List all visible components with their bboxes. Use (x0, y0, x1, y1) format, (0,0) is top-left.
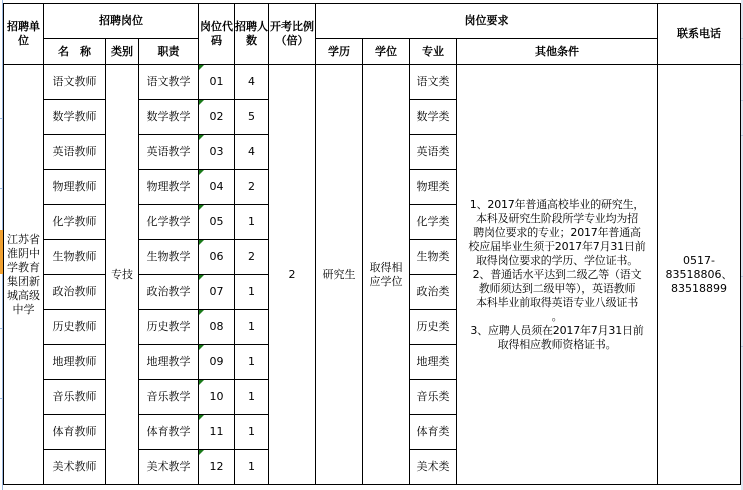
major: 体育类 (410, 415, 457, 450)
header-count: 招聘人数 (235, 4, 269, 65)
duty: 地理教学 (139, 345, 199, 380)
duty: 数学教学 (139, 100, 199, 135)
other-conditions: 1、2017年普通高校毕业的研究生， 本科及研究生阶段所学专业均为招 聘岗位要求的专业；2017年普通高 校应届毕业生须于2017年7月31日前 取得岗位要求的学历、学位证书。 2、普通话水平达到二级乙等（语文 教师须达到二级甲等），英语教师 本科毕业前取得英语专业八级证书 。 3、应聘人员须在2017年7月31日前 取得相应教师资格证书。 (457, 65, 658, 485)
position-name: 数学教师 (44, 100, 106, 135)
headcount: 4 (235, 65, 269, 100)
recruitment-table (3, 3, 741, 485)
major: 历史类 (410, 310, 457, 345)
major: 音乐类 (410, 380, 457, 415)
comment-marker-icon (199, 135, 204, 140)
major: 英语类 (410, 135, 457, 170)
headcount: 5 (235, 100, 269, 135)
degree: 取得相应学位 (363, 65, 410, 485)
headcount: 1 (235, 380, 269, 415)
header-position-group: 招聘岗位 (44, 4, 199, 39)
comment-marker-icon (199, 380, 204, 385)
position-code: 02 (199, 100, 235, 135)
comment-marker-icon (199, 240, 204, 245)
header-major: 专业 (410, 39, 457, 65)
major: 物理类 (410, 170, 457, 205)
duty: 美术教学 (139, 450, 199, 485)
major: 美术类 (410, 450, 457, 485)
education: 研究生 (316, 65, 363, 485)
position-code: 07 (199, 275, 235, 310)
position-code: 03 (199, 135, 235, 170)
comment-marker-icon (199, 275, 204, 280)
category: 专技 (106, 65, 139, 485)
header-code: 岗位代码 (199, 4, 235, 65)
position-name: 体育教师 (44, 415, 106, 450)
position-code: 04 (199, 170, 235, 205)
contact-phone: 0517- 83518806、 83518899 (658, 65, 741, 485)
duty: 英语教学 (139, 135, 199, 170)
header-ratio: 开考比例（倍） (269, 4, 316, 65)
duty: 语文教学 (139, 65, 199, 100)
position-name: 化学教师 (44, 205, 106, 240)
position-name: 美术教师 (44, 450, 106, 485)
comment-marker-icon (199, 310, 204, 315)
headcount: 1 (235, 310, 269, 345)
unit-name: 江苏省淮阴中学教育集团新城高级中学 (4, 65, 44, 485)
major: 数学类 (410, 100, 457, 135)
position-code: 06 (199, 240, 235, 275)
position-code: 12 (199, 450, 235, 485)
comment-marker-icon (199, 450, 204, 455)
position-name: 政治教师 (44, 275, 106, 310)
headcount: 1 (235, 205, 269, 240)
headcount: 1 (235, 275, 269, 310)
duty: 音乐教学 (139, 380, 199, 415)
headcount: 4 (235, 135, 269, 170)
position-name: 物理教师 (44, 170, 106, 205)
position-code: 08 (199, 310, 235, 345)
position-code: 10 (199, 380, 235, 415)
headcount: 1 (235, 450, 269, 485)
position-name: 英语教师 (44, 135, 106, 170)
duty: 体育教学 (139, 415, 199, 450)
table-row (4, 65, 741, 100)
exam-ratio: 2 (269, 65, 316, 485)
major: 地理类 (410, 345, 457, 380)
major: 生物类 (410, 240, 457, 275)
position-name: 语文教师 (44, 65, 106, 100)
duty: 历史教学 (139, 310, 199, 345)
header-unit: 招聘单位 (4, 4, 44, 65)
comment-marker-icon (199, 65, 204, 70)
position-name: 音乐教师 (44, 380, 106, 415)
comment-marker-icon (199, 345, 204, 350)
comment-marker-icon (199, 415, 204, 420)
position-code: 09 (199, 345, 235, 380)
major: 化学类 (410, 205, 457, 240)
headcount: 1 (235, 345, 269, 380)
major: 语文类 (410, 65, 457, 100)
header-education: 学历 (316, 39, 363, 65)
headcount: 1 (235, 415, 269, 450)
major: 政治类 (410, 275, 457, 310)
comment-marker-icon (199, 205, 204, 210)
position-name: 生物教师 (44, 240, 106, 275)
headcount: 2 (235, 240, 269, 275)
duty: 生物教学 (139, 240, 199, 275)
duty: 政治教学 (139, 275, 199, 310)
comment-marker-icon (199, 100, 204, 105)
header-category: 类别 (106, 39, 139, 65)
comment-marker-icon (199, 170, 204, 175)
header-requirements-group: 岗位要求 (316, 4, 658, 39)
duty: 物理教学 (139, 170, 199, 205)
position-code: 05 (199, 205, 235, 240)
header-degree: 学位 (363, 39, 410, 65)
headcount: 2 (235, 170, 269, 205)
duty: 化学教学 (139, 205, 199, 240)
position-name: 地理教师 (44, 345, 106, 380)
position-code: 01 (199, 65, 235, 100)
header-other: 其他条件 (457, 39, 658, 65)
position-code: 11 (199, 415, 235, 450)
header-contact: 联系电话 (658, 4, 741, 65)
header-name: 名 称 (44, 39, 106, 65)
header-duty: 职责 (139, 39, 199, 65)
position-name: 历史教师 (44, 310, 106, 345)
